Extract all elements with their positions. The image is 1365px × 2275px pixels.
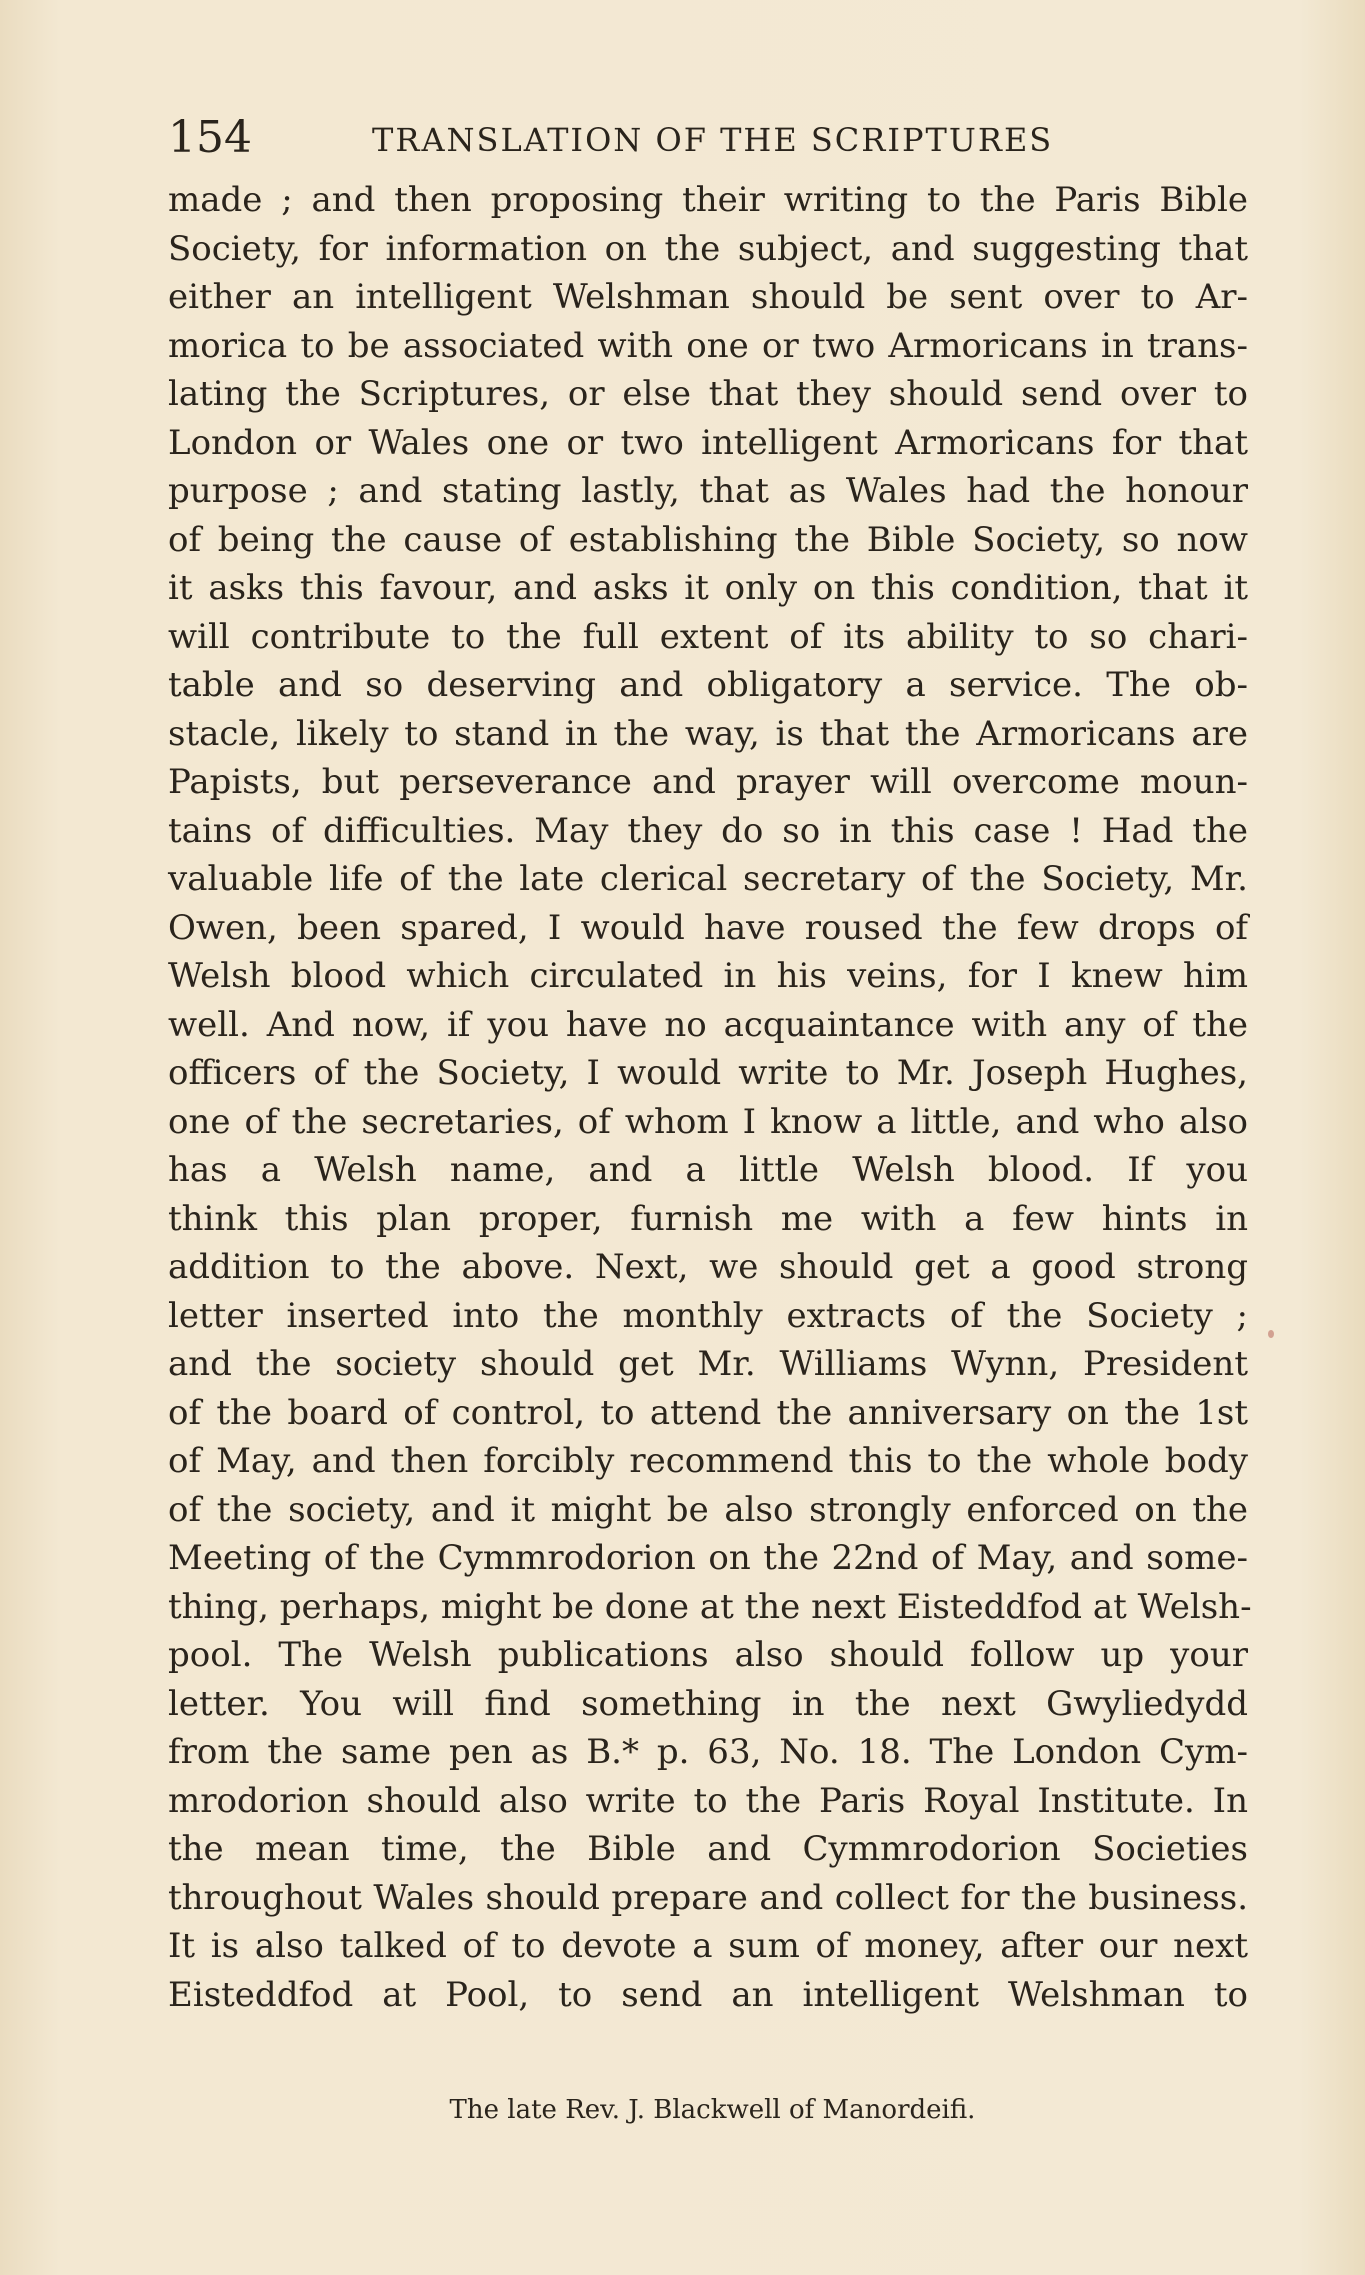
text-line: stacle, likely to stand in the way, is that the Armoricans are <box>168 713 1248 754</box>
text-line: valuable life of the late clerical secretary of the Society, Mr. <box>168 859 1248 899</box>
page-number: 154 <box>168 112 252 163</box>
text-line: purpose ; and stating lastly, that as Wales had the honour <box>168 471 1248 511</box>
text-line: of the board of control, to attend the anniversary on the 1st <box>168 1392 1248 1433</box>
text-line: Eisteddfod at Pool, to send an intelligent Welshman to <box>168 1974 1248 2015</box>
page-header <box>168 108 1248 168</box>
text-line: pool. The Welsh publications also should follow up your <box>168 1635 1248 1675</box>
text-line: Welsh blood which circulated in his veins, for I knew him <box>168 956 1248 996</box>
text-line: throughout Wales should prepare and collect for the business. <box>168 1877 1248 1918</box>
text-line: Society, for information on the subject, and suggesting that <box>168 228 1248 269</box>
text-line: think this plan proper, furnish me with a few hints in <box>168 1198 1248 1239</box>
text-line: Papists, but perseverance and prayer will overcome moun- <box>168 762 1248 802</box>
text-line: tains of difficulties. May they do so in this case ! Had the <box>168 810 1248 851</box>
text-line: the mean time, the Bible and Cymmrodorion Societies <box>168 1829 1248 1869</box>
text-line: of the society, and it might be also strongly enforced on the <box>168 1489 1248 1530</box>
text-line: either an intelligent Welshman should be sent over to Ar- <box>168 277 1248 317</box>
text-line: well. And now, if you have no acquaintance with any of the <box>168 1004 1248 1045</box>
text-line: of May, and then forcibly recommend this to the whole body <box>168 1441 1248 1481</box>
footnote: The late Rev. J. Blackwell of Manordeifi. <box>449 2095 976 2125</box>
text-line: table and so deserving and obligatory a service. The ob- <box>168 665 1248 705</box>
text-line: mrodorion should also write to the Paris Royal Institute. In <box>168 1780 1248 1821</box>
text-line: officers of the Society, I would write to Mr. Joseph Hughes, <box>168 1053 1248 1093</box>
ink-spot <box>1268 1330 1274 1338</box>
text-line: letter inserted into the monthly extracts of the Society ; <box>168 1295 1248 1336</box>
text-line: It is also talked of to devote a sum of money, after our next <box>168 1926 1248 1966</box>
text-line: of being the cause of establishing the Bible Society, so now <box>168 519 1248 560</box>
text-line: from the same pen as B.* p. 63, No. 18. The London Cym- <box>168 1732 1248 1772</box>
text-line: has a Welsh name, and a little Welsh blood. If you <box>168 1150 1248 1190</box>
text-line: letter. You will find something in the next Gwyliedydd <box>168 1683 1248 1724</box>
text-line: addition to the above. Next, we should get a good strong <box>168 1247 1248 1287</box>
running-head: TRANSLATION OF THE SCRIPTURES <box>372 121 1054 159</box>
text-line: Owen, been spared, I would have roused the few drops of <box>168 907 1248 948</box>
text-line: it asks this favour, and asks it only on this condition, that it <box>168 568 1248 608</box>
body-text <box>168 176 1252 2019</box>
text-line: one of the secretaries, of whom I know a little, and who also <box>168 1101 1248 1142</box>
text-line: made ; and then proposing their writing to the Paris Bible <box>168 180 1248 220</box>
text-line: London or Wales one or two intelligent Armoricans for that <box>168 422 1248 463</box>
text-line: Meeting of the Cymmrodorion on the 22nd of May, and some- <box>168 1538 1248 1578</box>
text-line: lating the Scriptures, or else that they should send over to <box>168 374 1248 414</box>
text-line: morica to be associated with one or two Armoricans in trans- <box>168 325 1248 366</box>
text-line: will contribute to the full extent of its ability to so chari- <box>168 616 1248 657</box>
text-line: thing, perhaps, might be done at the next Eisteddfod at Welsh- <box>168 1586 1252 1627</box>
text-line: and the society should get Mr. Williams Wynn, President <box>168 1344 1248 1384</box>
